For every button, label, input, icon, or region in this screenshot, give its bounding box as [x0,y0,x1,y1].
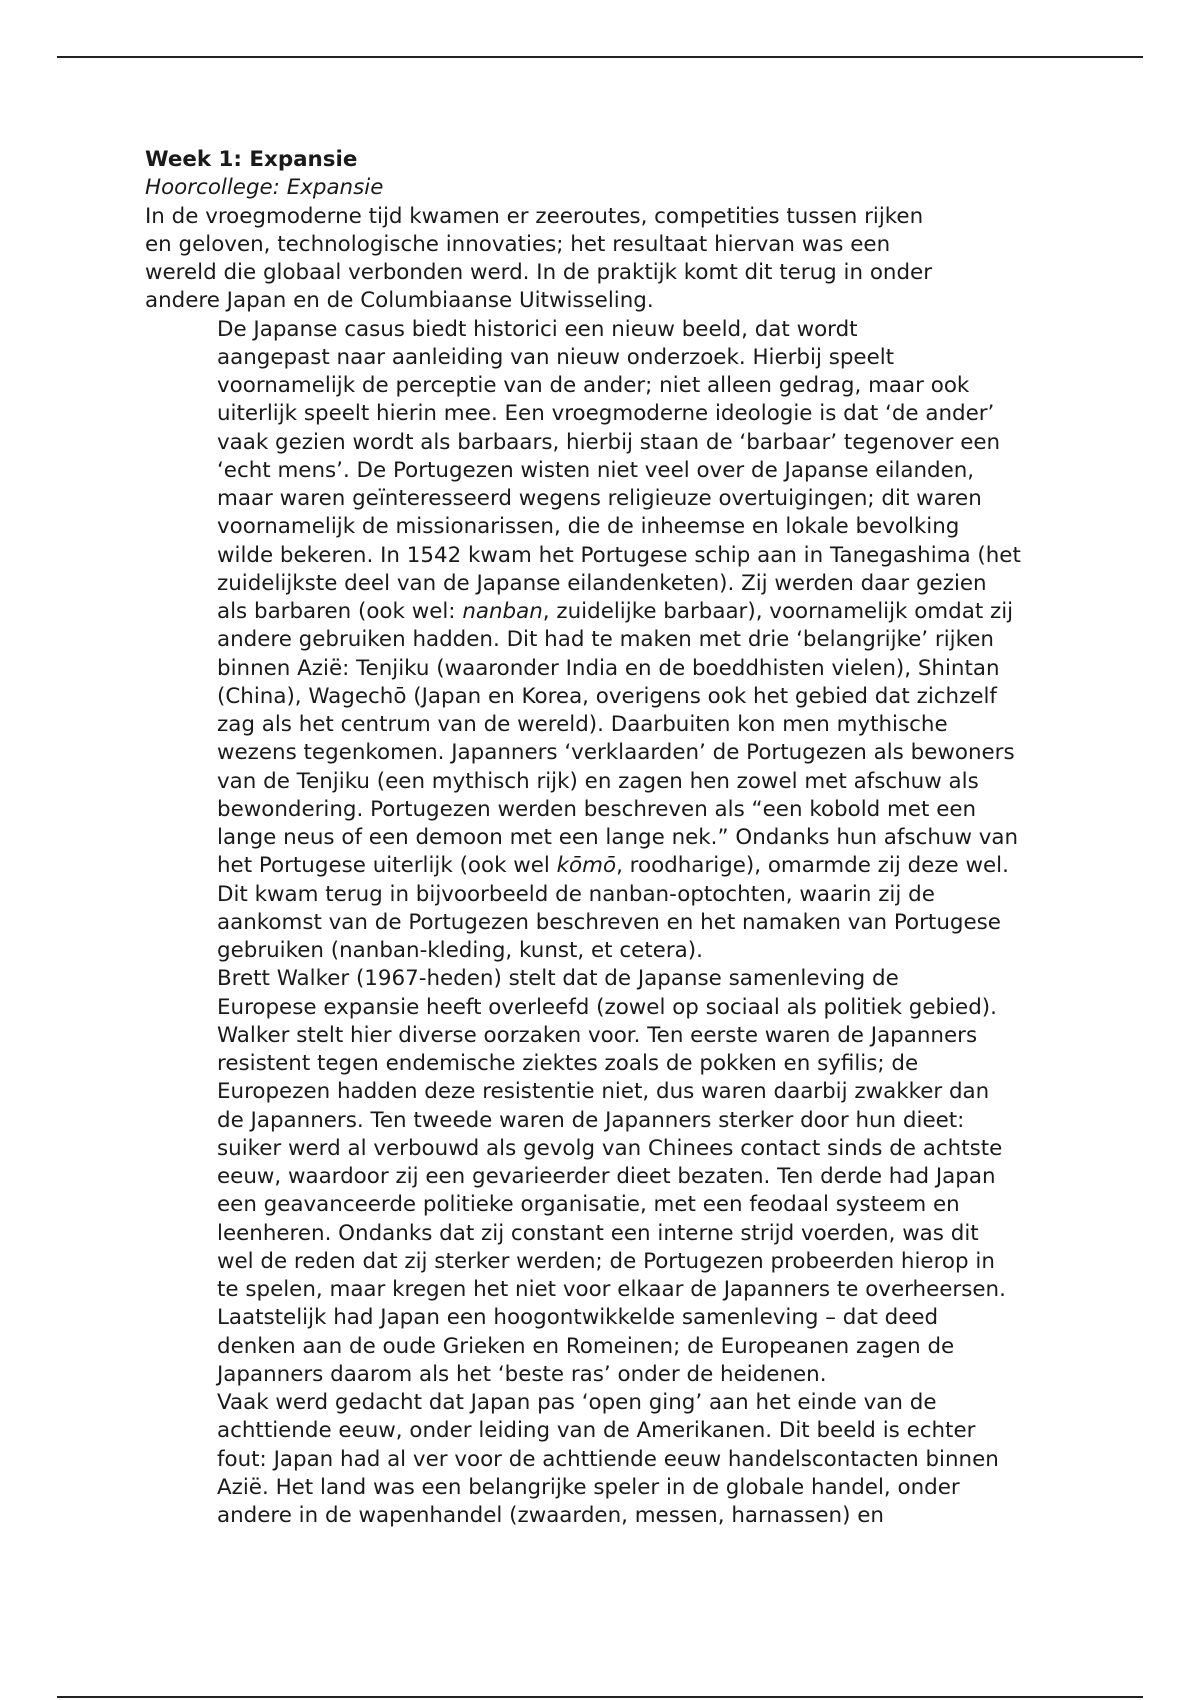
text-line [145,1050,1075,1078]
text-line [145,259,1075,287]
text-line [145,739,1075,767]
text-segment: zag als het centrum van de wereld). Daarbuiten kon men mythische [217,712,948,737]
text-segment: te spelen, maar kregen het niet voor elkaar de Japanners te overheersen. [217,1277,1006,1302]
text-line [145,655,1075,683]
text-line [145,203,1075,231]
text-line [145,965,1075,993]
body-paragraph [145,965,1075,1389]
text-segment: aankomst van de Portugezen beschreven en het namaken van Portugese [217,909,1001,935]
text-line [145,1163,1075,1191]
text-line [145,1417,1075,1445]
text-line [145,881,1075,909]
text-segment: eeuw, waardoor zij een gevarieerder dieet bezaten. Ten derde had Japan [217,1164,996,1189]
text-segment: Japanners daarom als het ‘beste ras’ onder de heidenen. [217,1361,827,1387]
footer-rule [57,1696,1143,1698]
text-segment: een geavanceerde politieke organisatie, met een feodaal systeem en [217,1192,960,1218]
text-line [145,909,1075,937]
text-line [145,372,1075,400]
text-line [145,231,1075,259]
document-subheading: Hoorcollege: Expansie [145,175,384,201]
text-segment: , roodharige), omarmde zij deze wel. [616,853,1009,879]
text-segment: binnen Azië: Tenjiku (waaronder India en de boeddhisten vielen), Shintan [217,655,1000,681]
text-line [145,1078,1075,1106]
text-segment: Vaak werd gedacht dat Japan pas ‘open ging’ aan het einde van de [217,1390,937,1415]
text-line [145,1107,1075,1135]
text-segment: ‘echt mens’. De Portugezen wisten niet veel over de Japanse eilanden, [217,457,975,483]
text-line [145,1446,1075,1474]
text-segment: maar waren geïnteresseerd wegens religieuze overtuigingen; dit waren [217,486,982,511]
text-line [145,598,1075,626]
text-line [145,1502,1075,1530]
text-segment: leenheren. Ondanks dat zij constant een interne strijd voerden, was dit [217,1220,979,1246]
text-line [145,513,1075,541]
text-line [145,457,1075,485]
paragraph-list [145,203,1075,1531]
text-segment: voornamelijk de perceptie van de ander; niet alleen gedrag, maar ook [217,373,970,398]
text-line [145,1304,1075,1332]
text-segment: De Japanse casus biedt historici een nieuw beeld, dat wordt [217,316,858,342]
text-segment: wel de reden dat zij sterker werden; de Portugezen probeerden hierop in [217,1248,995,1274]
text-segment: van de Tenjiku (een mythisch rijk) en zagen hen zowel met afschuw als [217,768,979,794]
text-segment: bewondering. Portugezen werden beschreven als “een kobold met een [217,796,977,822]
text-line [145,344,1075,372]
text-line [145,1191,1075,1219]
text-segment: Brett Walker (1967-heden) stelt dat de Japanse samenleving de [217,966,899,992]
text-segment: zuidelijkste deel van de Japanse eilandenketen). Zij werden daar gezien [217,570,987,596]
text-line [145,626,1075,654]
text-line [145,1389,1075,1417]
text-segment: resistent tegen endemische ziektes zoals de pokken en syfilis; de [217,1051,919,1076]
text-segment: het Portugese uiterlijk (ook wel [217,853,557,879]
text-line [145,852,1075,880]
text-segment: Laatstelijk had Japan een hoogontwikkelde samenleving – dat deed [217,1305,939,1331]
text-segment: andere in de wapenhandel (zwaarden, messen, harnassen) en [217,1503,884,1528]
body-paragraph [145,316,1075,966]
text-segment: andere gebruiken hadden. Dit had te maken met drie ‘belangrijke’ rijken [217,627,994,653]
text-segment: suiker werd al verbouwd als gevolg van Chinees contact sinds de achtste [217,1135,1003,1161]
text-segment: denken aan de oude Grieken en Romeinen; de Europeanen zagen de [217,1333,955,1359]
text-segment: (China), Wagechō (Japan en Korea, overigens ook het gebied dat zichzelf [217,683,997,709]
text-segment: uiterlijk speelt hierin mee. Een vroegmoderne ideologie is dat ‘de ander’ [217,401,995,427]
text-segment: lange neus of een demoon met een lange nek.” Ondanks hun afschuw van [217,825,1019,850]
text-line [145,1474,1075,1502]
text-line [145,1276,1075,1304]
text-line [145,429,1075,457]
text-line [145,937,1075,965]
text-line [145,824,1075,852]
text-line [145,570,1075,598]
text-line [145,1333,1075,1361]
text-segment: wilde bekeren. In 1542 kwam het Portugese schip aan in Tanegashima (het [217,542,1021,568]
text-line [145,1220,1075,1248]
text-line [145,796,1075,824]
text-segment: aangepast naar aanleiding van nieuw onderzoek. Hierbij speelt [217,344,895,370]
text-segment: en geloven, technologische innovaties; het resultaat hiervan was een [145,231,891,257]
text-segment: Dit kwam terug in bijvoorbeeld de nanban-optochten, waarin zij de [217,881,935,907]
italic-term: kōmō [556,853,617,879]
text-segment: als barbaren (ook wel: [217,599,463,624]
text-line [145,1248,1075,1276]
document-body [145,146,1075,1530]
text-segment: Europese expansie heeft overleefd (zowel op sociaal als politiek gebied). [217,994,997,1020]
text-segment: voornamelijk de missionarissen, die de inheemse en lokale bevolking [217,514,960,540]
text-line [145,1135,1075,1163]
text-line [145,485,1075,513]
text-line [145,287,1075,315]
text-line [145,683,1075,711]
text-line [145,316,1075,344]
text-line [145,400,1075,428]
text-segment: Europezen hadden deze resistentie niet, dus waren daarbij zwakker dan [217,1079,990,1105]
text-segment: de Japanners. Ten tweede waren de Japanners sterker door hun dieet: [217,1107,965,1133]
text-line [145,542,1075,570]
document-heading: Week 1: Expansie [145,147,358,172]
text-segment: , zuidelijke barbaar), voornamelijk omdat zij [542,599,1014,624]
text-segment: wereld die globaal verbonden werd. In de praktijk komt dit terug in onder [145,260,932,285]
header-rule [57,56,1143,58]
text-line [145,711,1075,739]
text-segment: vaak gezien wordt als barbaars, hierbij staan de ‘barbaar’ tegenover een [217,429,1001,455]
body-paragraph [145,1389,1075,1530]
text-segment: Walker stelt hier diverse oorzaken voor. Ten eerste waren de Japanners [217,1022,978,1048]
text-line [145,1361,1075,1389]
text-segment: wezens tegenkomen. Japanners ‘verklaarden’ de Portugezen als bewoners [217,740,1015,766]
text-segment: gebruiken (nanban-kleding, kunst, et cetera). [217,938,703,963]
text-line [145,1022,1075,1050]
text-line [145,994,1075,1022]
text-segment: andere Japan en de Columbiaanse Uitwisseling. [145,288,654,314]
text-segment: In de vroegmoderne tijd kwamen er zeeroutes, competities tussen rijken [145,203,924,229]
text-segment: achttiende eeuw, onder leiding van de Amerikanen. Dit beeld is echter [217,1418,976,1444]
text-segment: Azië. Het land was een belangrijke speler in de globale handel, onder [217,1474,960,1500]
body-paragraph [145,203,1075,316]
text-segment: fout: Japan had al ver voor de achttiende eeuw handelscontacten binnen [217,1446,999,1472]
italic-term: nanban [462,599,543,624]
text-line [145,768,1075,796]
